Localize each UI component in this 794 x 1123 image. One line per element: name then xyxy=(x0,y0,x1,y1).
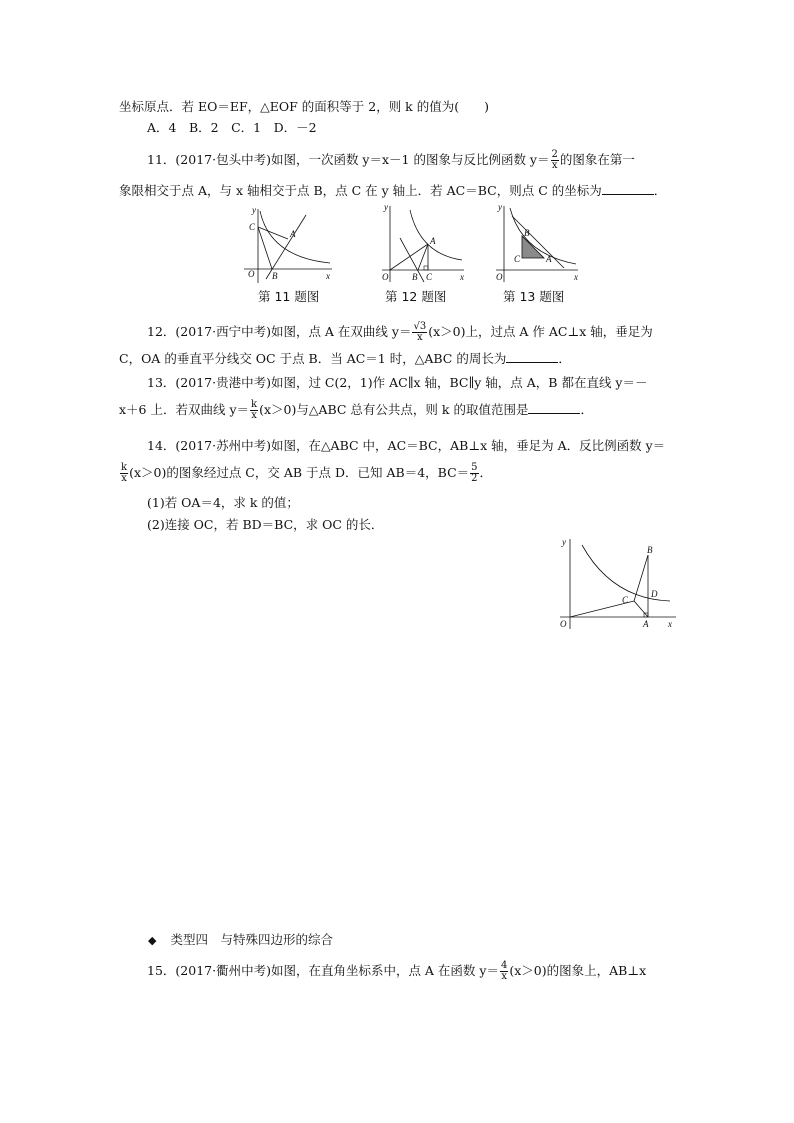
q13-fraction xyxy=(250,400,258,421)
q12-text-line2: C，OA 的垂直平分线交 OC 于点 B．当 AC＝1 时，△ABC 的周长为 xyxy=(119,351,507,366)
q12-frac-num: √3 xyxy=(413,321,427,332)
fig13-label-a: A xyxy=(546,254,552,264)
q14-fraction-k xyxy=(120,463,128,484)
fig14-segment-ca xyxy=(634,601,648,617)
q12-frac-den: x xyxy=(417,332,423,343)
fig12-segment-oa xyxy=(390,244,428,270)
section-title: 类型四 与特殊四边形的综合 xyxy=(170,932,333,947)
question-13-line2 xyxy=(119,400,593,421)
q11-text-line2: 象限相交于点 A，与 x 轴相交于点 B，点 C 在 y 轴上．若 AC＝BC，则点 C 的坐标为 xyxy=(119,183,602,198)
q13-end-punct: ． xyxy=(580,402,593,417)
figure-12 xyxy=(378,200,470,285)
fig13-shaded-triangle xyxy=(522,236,544,258)
q12-end-punct: ． xyxy=(558,351,571,366)
q11-end-punct: ． xyxy=(653,183,667,198)
q14-frac-bc-num: 5 xyxy=(471,462,478,473)
fig12-label-y: y xyxy=(384,202,388,212)
q11-answer-blank xyxy=(602,182,654,195)
figure-11 xyxy=(238,205,338,285)
question-12-line2 xyxy=(119,350,571,368)
q14-frac-k-num: k xyxy=(121,462,128,473)
question-15-line1 xyxy=(147,961,646,982)
fig14-label-a: A xyxy=(643,619,649,629)
question-12-line1 xyxy=(147,322,653,343)
q13-answer-blank xyxy=(528,401,580,414)
question-11-line1 xyxy=(147,150,635,171)
fig13-label-c: C xyxy=(514,254,521,264)
fig14-label-x: x xyxy=(668,619,672,629)
q11-text-post: 的图象在第一 xyxy=(559,152,635,167)
figure-13 xyxy=(492,200,584,285)
q13-frac-num: k xyxy=(251,399,258,410)
fig11-label-y: y xyxy=(252,205,256,215)
q11-fraction xyxy=(551,150,559,171)
fig12-label-c: C xyxy=(426,272,433,282)
caption-figure-12: 第 12 题图 xyxy=(385,289,447,304)
q11-text-pre: 11．(2017·包头中考)如图，一次函数 y＝x－1 的图象与反比例函数 y＝ xyxy=(147,152,550,167)
fig11-segment-cb xyxy=(258,227,272,269)
q12-text-pre: 12．(2017·西宁中考)如图，点 A 在双曲线 y＝ xyxy=(147,324,412,339)
fig12-right-angle xyxy=(424,266,428,270)
question-14-line2 xyxy=(119,463,492,484)
fig11-label-o: O xyxy=(248,269,255,279)
question-11-line2 xyxy=(119,182,666,200)
fig14-label-c: C xyxy=(622,595,629,605)
q15-frac-num: 4 xyxy=(500,960,508,971)
q11-frac-den: x xyxy=(551,160,558,171)
q11-frac-num: 2 xyxy=(551,149,558,160)
question-13-line1: 13．(2017·贵港中考)如图，过 C(2，1)作 AC∥x 轴，BC∥y 轴，点 A，B 都在直线 y＝－ xyxy=(147,375,648,390)
fig11-label-x: x xyxy=(326,271,330,281)
fig14-label-b: B xyxy=(647,545,653,555)
q14-text-mid: (x＞0)的图象经过点 C，交 AB 于点 D．已知 AB＝4，BC＝ xyxy=(129,465,470,480)
fig14-label-o: O xyxy=(560,619,567,629)
q13-text-pre: x＋6 上．若双曲线 y＝ xyxy=(119,402,250,417)
fig11-label-c: C xyxy=(249,222,256,232)
fig12-hyperbola xyxy=(410,210,462,260)
fig14-segment-bc xyxy=(634,555,648,601)
q14-end-punct: ． xyxy=(479,465,493,480)
q13-frac-den: x xyxy=(251,410,257,421)
q14-frac-k-den: x xyxy=(121,473,127,484)
caption-figure-11: 第 11 题图 xyxy=(258,289,320,304)
fig12-label-b: B xyxy=(412,272,418,282)
fig11-label-a: A xyxy=(290,229,296,239)
q12-answer-blank xyxy=(506,350,558,363)
figure-14 xyxy=(552,535,682,630)
fig14-label-y: y xyxy=(562,537,566,547)
section-heading xyxy=(148,931,333,950)
fig13-label-o: O xyxy=(496,272,503,282)
q14-frac-bc-den: 2 xyxy=(471,473,478,484)
question-14-part1: (1)若 OA＝4，求 k 的值； xyxy=(147,495,299,510)
fig14-label-d: D xyxy=(651,589,658,599)
caption-figure-13: 第 13 题图 xyxy=(503,289,565,304)
question-14-part2: (2)连接 OC，若 BD＝BC，求 OC 的长． xyxy=(147,517,384,532)
line-q10-tail: 坐标原点．若 EO＝EF，△EOF 的面积等于 2，则 k 的值为( ) xyxy=(119,99,489,114)
line-q10-options: A．4 B．2 C．1 D．－2 xyxy=(147,120,317,135)
q12-text-post: (x＞0)上，过点 A 作 AC⊥x 轴，垂足为 xyxy=(428,324,653,339)
fig11-label-b: B xyxy=(272,271,278,281)
fig13-label-y: y xyxy=(498,202,502,212)
q15-text-pre: 15．(2017·衢州中考)如图，在直角坐标系中，点 A 在函数 y＝ xyxy=(147,963,499,978)
q12-fraction xyxy=(412,322,427,343)
fig12-label-o: O xyxy=(382,272,389,282)
question-14-line1: 14．(2017·苏州中考)如图，在△ABC 中，AC＝BC，AB⊥x 轴，垂足为 A．反比例函数 y＝ xyxy=(147,438,666,453)
q15-frac-den: x xyxy=(501,971,507,982)
q14-fraction-bc xyxy=(470,463,478,484)
diamond-icon: ◆ xyxy=(148,934,157,947)
q13-text-post: (x＞0)与△ABC 总有公共点，则 k 的取值范围是 xyxy=(259,402,529,417)
fig11-segment-ca xyxy=(258,227,288,239)
fig13-label-b: B xyxy=(524,228,530,238)
q15-text-post: (x＞0)的图象上，AB⊥x xyxy=(509,963,647,978)
q15-fraction xyxy=(500,961,508,982)
fig12-label-a: A xyxy=(430,236,436,246)
fig12-label-x: x xyxy=(460,272,464,282)
fig13-label-x: x xyxy=(574,272,578,282)
